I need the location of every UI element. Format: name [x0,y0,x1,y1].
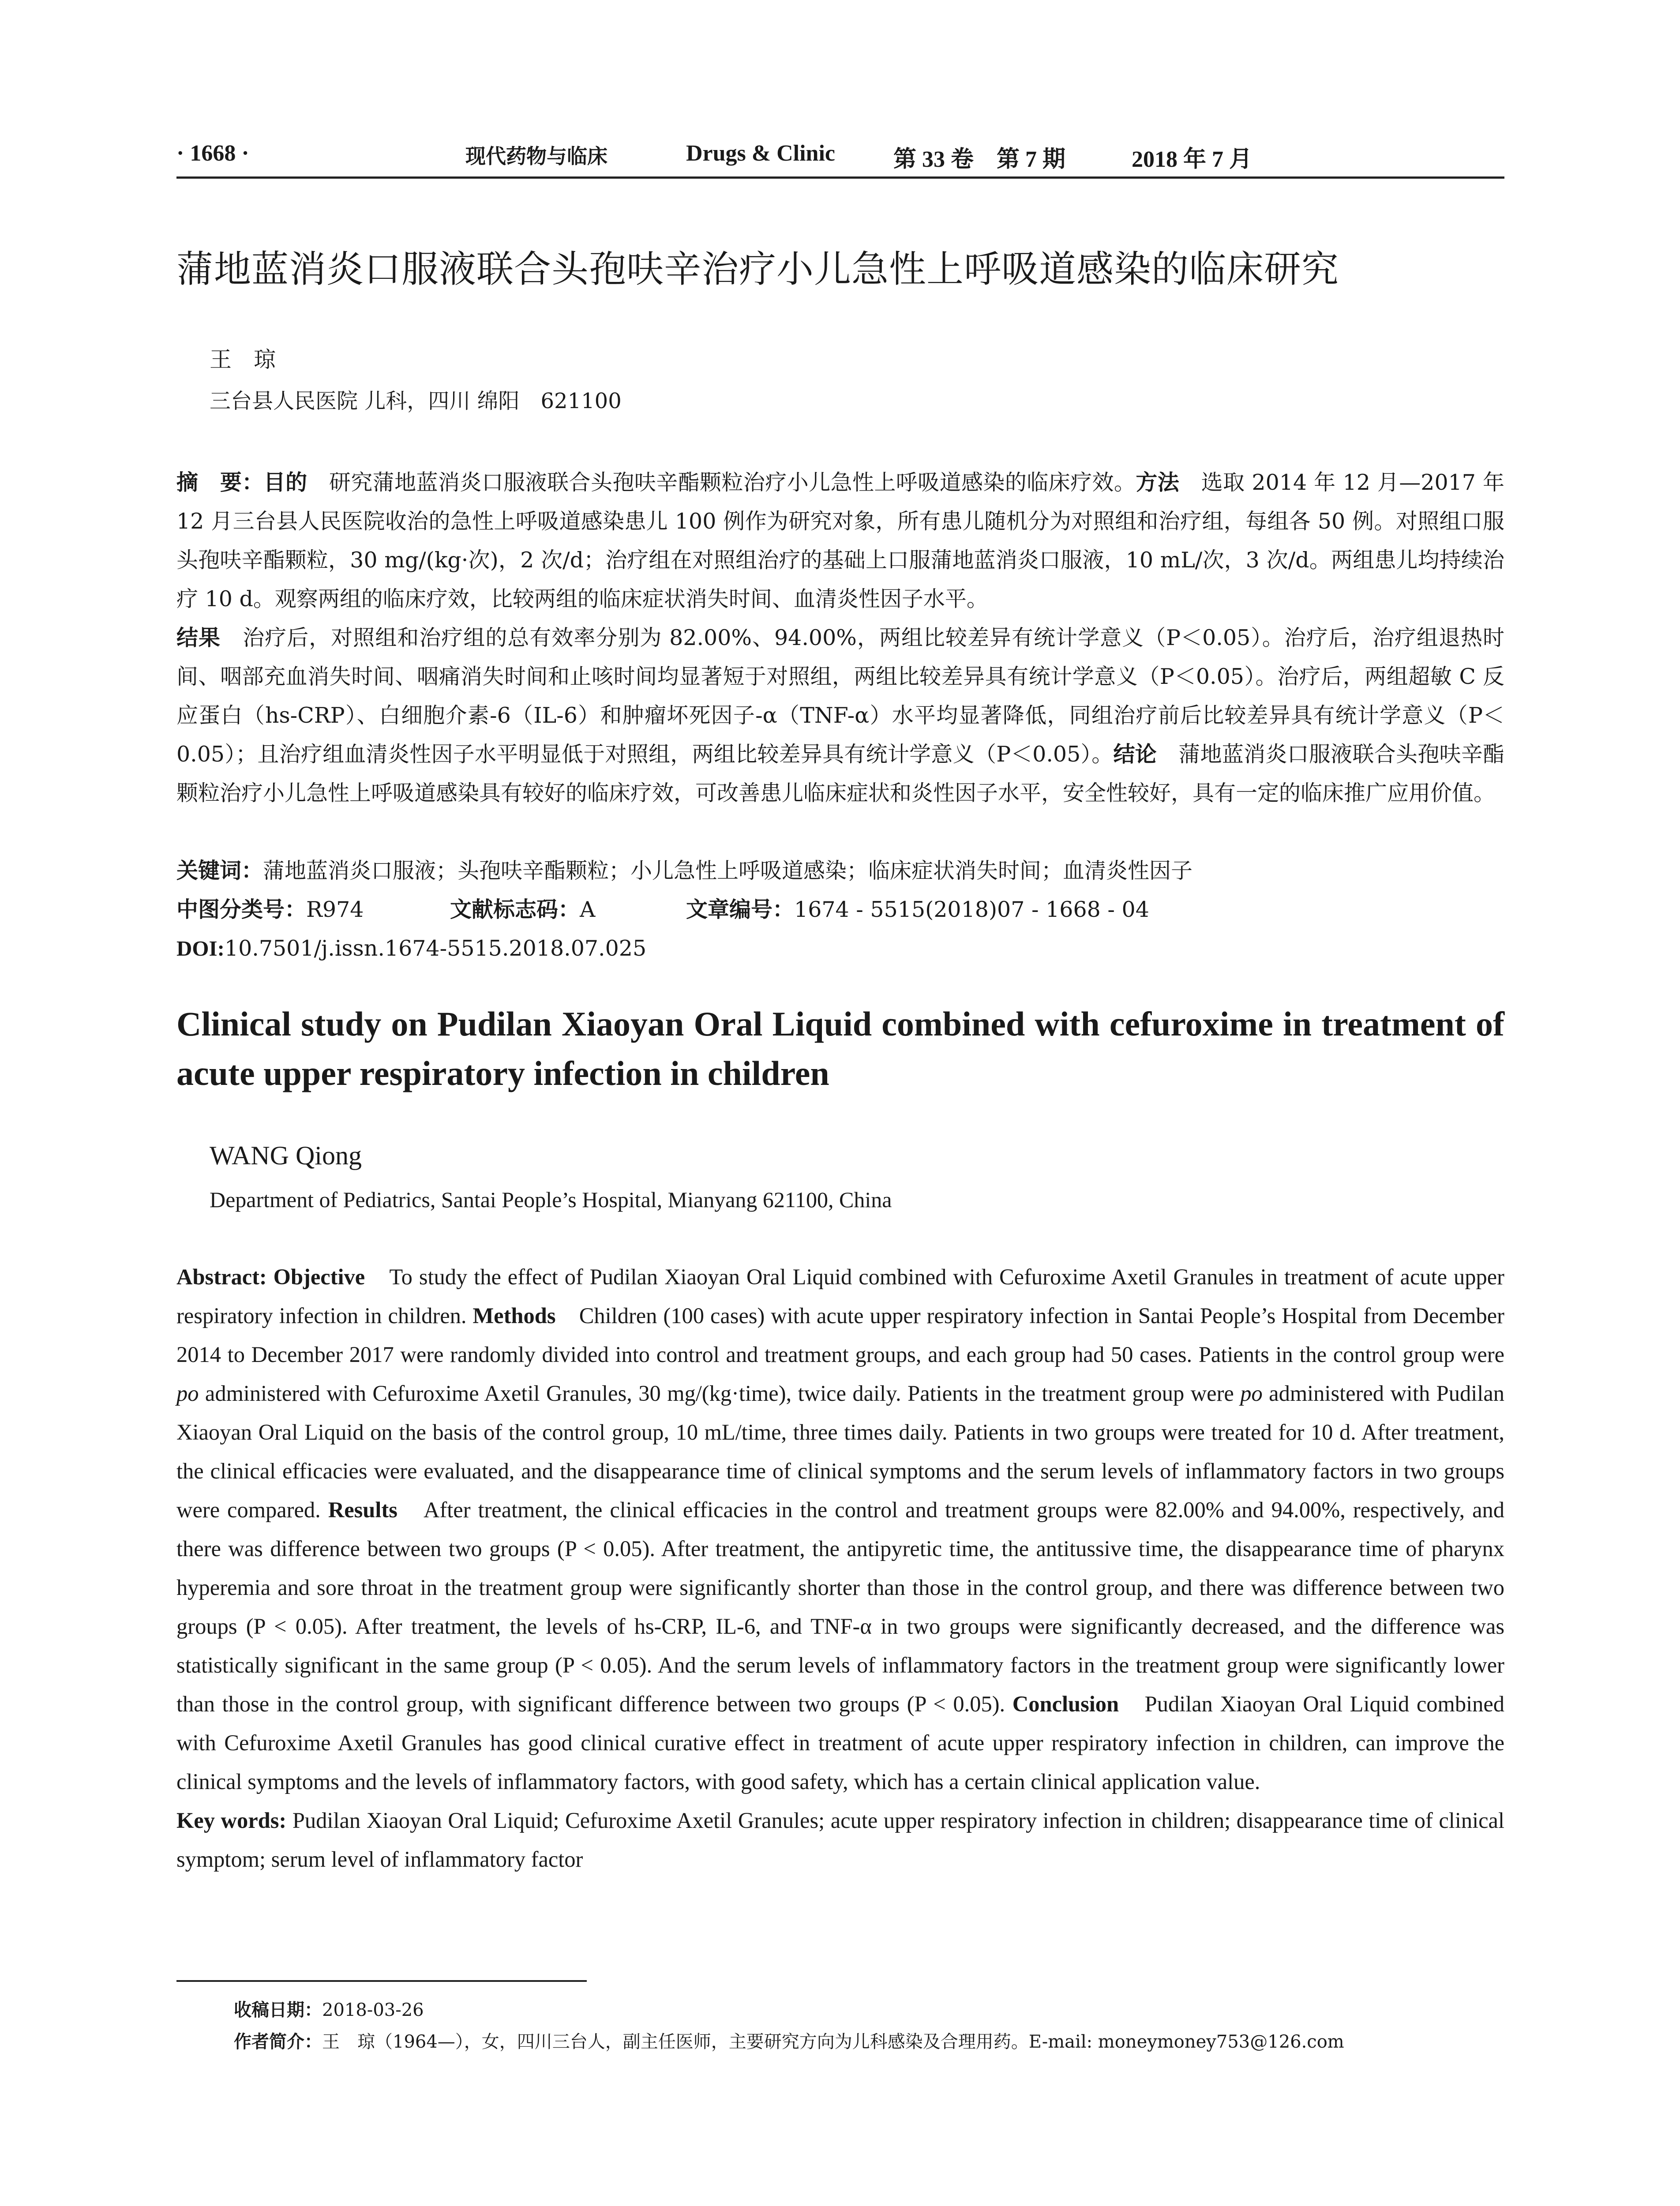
clc-number: R974 [306,897,364,922]
author-en: WANG Qiong [210,1141,362,1170]
methods-label-cn: 方法 [1136,470,1180,495]
po-abbrev-2: po [1240,1381,1263,1406]
methods-text-en-1: Children (100 cases) with acute upper respiratory infection in Santai People’s Hospital from December 2014 to December 2017 were randomly divided into control and treatment groups, and each group had 50 cases. Patients in the control group were [176,1303,1505,1367]
received-label: 收稿日期： [234,2000,322,2020]
article-metadata-cn [176,852,1504,968]
keywords-en-row [176,1801,1504,1879]
doc-code: A [580,897,596,922]
conclusion-text-en: Pudilan Xiaoyan Oral Liquid combined with Cefuroxime Axetil Granules has good clinical curative effect in treatment of acute upper respiratory infection in children, can improve the clinical symptoms and the levels of inflammatory factors, with good safety, which has a certain clinical application value. [176,1692,1505,1794]
conclusion-text-cn: 蒲地蓝消炎口服液联合头孢呋辛酯颗粒治疗小儿急性上呼吸道感染具有较好的临床疗效，可改善患儿临床症状和炎性因子水平，安全性较好，具有一定的临床推广应用价值。 [176,742,1504,806]
objective-text-en: To study the effect of Pudilan Xiaoyan Oral Liquid combined with Cefuroxime Axetil Granules in treatment of acute upper respiratory infection in children. [176,1264,1504,1328]
doi-row [176,929,1504,968]
methods-text-en-2: administered with Cefuroxime Axetil Granules, 30 mg/(kg·time), twice daily. Patients in the treatment group were [199,1381,1241,1406]
affiliation-en: Department of Pediatrics, Santai People’s Hospital, Mianyang 621100, China [210,1187,892,1212]
keywords-row-cn [176,852,1504,890]
abstract-label-cn: 摘 要： [176,470,264,495]
received-date: 2018-03-26 [322,2000,424,2020]
author-bio-row [234,2026,1504,2058]
affiliation-cn: 三台县人民医院 儿科，四川 绵阳 621100 [210,389,622,413]
keywords-en: Pudilan Xiaoyan Oral Liquid; Cefuroxime Axetil Granules; acute upper respiratory infection in children; disappearance time of clinical symptom; serum level of inflammatory factor [176,1808,1504,1872]
running-header [176,140,1500,176]
author-cn: 王 琼 [210,347,276,372]
abstract-cn [176,463,1504,813]
objective-text-cn: 研究蒲地蓝消炎口服液联合头孢呋辛酯颗粒治疗小儿急性上呼吸道感染的临床疗效。 [307,470,1136,495]
results-text-cn: 治疗后，对照组和治疗组的总有效率分别为 82.00%、94.00%，两组比较差异有统计学意义（P＜0.05）。治疗后，治疗组退热时间、咽部充血消失时间、咽痛消失时间和止咳时间均显著短于对照组，两组比较差异具有统计学意义（P＜0.05）。治疗后，两组超敏 C 反应蛋白（hs-CRP）、白细胞介素-6（IL-6）和肿瘤坏死因子-α（TNF-α）水平均显著降低，同组治疗前后比较差异具有统计学意义（P＜0.05）；且治疗组血清炎性因子水平明显低于对照组，两组比较差异具有统计学意义（P＜0.05）。 [176,625,1504,767]
conclusion-label-en: Conclusion [1012,1692,1119,1716]
journal-name-cn: 现代药物与临床 [465,144,608,168]
received-date-row [234,1994,1504,2026]
volume-issue: 第 33 卷 第 7 期 [893,147,1066,172]
keywords-label-en: Key words: [176,1808,287,1833]
keywords-label-cn: 关键词： [176,858,263,883]
doi-link[interactable]: 10.7501/j.issn.1674-5515.2018.07.025 [224,936,647,961]
footnotes [234,1994,1504,2058]
results-label-en: Results [328,1497,398,1522]
methods-text-cn: 选取 2014 年 12 月—2017 年 12 月三台县人民医院收治的急性上呼吸道感染患儿 100 例作为研究对象，所有患儿随机分为对照组和治疗组，每组各 50 例。对照组口服头孢呋辛酯颗粒，30 mg/(kg·次)，2 次/d；治疗组在对照组治疗的基础上口服蒲地蓝消炎口服液，10 mL/次，3 次/d。两组患儿均持续治疗 10 d。观察两组的临床疗效，比较两组的临床症状消失时间、血清炎性因子水平。 [176,470,1504,612]
header-rule [176,176,1504,179]
abstract-objective-label-en: Abstract: Objective [176,1264,365,1289]
title-cn: 蒲地蓝消炎口服液联合头孢呋辛治疗小儿急性上呼吸道感染的临床研究 [176,248,1339,291]
conclusion-label-cn: 结论 [1113,742,1157,767]
author-bio: 王 琼（1964—），女，四川三台人，副主任医师，主要研究方向为儿科感染及合理用药。E-mail: moneymoney753@126.com [322,2032,1344,2052]
footnote-rule [176,1980,587,1982]
title-en: Clinical study on Pudilan Xiaoyan Oral Liquid combined with cefuroxime in treatment of acute upper respiratory infection in children [176,1005,1504,1092]
article-number: 1674 - 5515(2018)07 - 1668 - 04 [794,897,1149,922]
doi-label: DOI: [176,936,225,960]
abstract-en [176,1257,1504,1879]
results-text-en: After treatment, the clinical efficacies in the control and treatment groups were 82.00% and 94.00%, respectively, and there was difference between two groups (P < 0.05). After treatment, the antipyretic time, the antitussive time, the disappearance time of pharynx hyperemia and sore throat in the treatment group were significantly shorter than those in the control group, and there was difference between two groups (P < 0.05). After treatment, the levels of hs-CRP, IL-6, and TNF-α in two groups were significantly decreased, and the difference was statistically significant in the same group (P < 0.05). And the serum levels of inflammatory factors in the treatment group were significantly lower than those in the control group, with significant difference between two groups (P < 0.05). [176,1497,1504,1716]
classification-row [176,890,1504,929]
objective-label-cn: 目的 [263,470,308,495]
page-number: · 1668 · [176,141,249,166]
po-abbrev-1: po [176,1381,199,1406]
methods-text-en-3: administered with Pudilan Xiaoyan Oral Liquid on the basis of the control group, 10 mL/time, three times daily. Patients in two groups were treated for 10 d. After treatment, the clinical efficacies were evaluated, and the disappearance time of clinical symptoms and the serum levels of inflammatory factors in two groups were compared. [176,1381,1504,1522]
issue-date: 2018 年 7 月 [1132,147,1252,172]
keywords-cn: 蒲地蓝消炎口服液；头孢呋辛酯颗粒；小儿急性上呼吸道感染；临床症状消失时间；血清炎性因子 [263,858,1193,883]
clc-label: 中图分类号： [176,897,307,922]
journal-name-en: Drugs & Clinic [686,141,835,166]
results-label-cn: 结果 [176,625,221,650]
methods-label-en: Methods [472,1303,556,1328]
doc-code-label: 文献标志码： [450,897,580,922]
article-number-label: 文章编号： [686,897,795,922]
author-bio-label: 作者简介： [234,2032,322,2052]
